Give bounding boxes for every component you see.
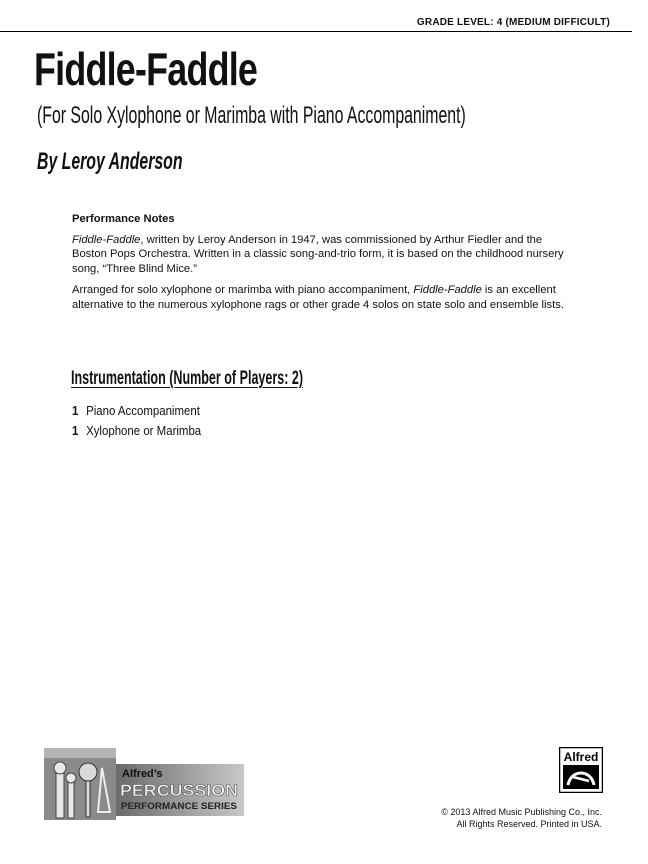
- list-item: [72, 423, 201, 443]
- copyright-line-1: © 2013 Alfred Music Publishing Co., Inc.: [441, 807, 602, 817]
- paragraph-2-text-end: is an excellent alternative to the numerous xylophone rags or other grade 4 solos on state solo and ensemble lists.: [72, 284, 564, 311]
- work-title-italic: Fiddle-Faddle: [413, 284, 482, 296]
- performance-notes: [72, 212, 572, 319]
- alfred-logo-emblem: [563, 765, 599, 789]
- instrument-quantity: 1: [72, 423, 79, 438]
- series-logo-line2: PERCUSSION: [120, 781, 238, 800]
- performance-notes-heading: Performance Notes: [72, 213, 175, 225]
- alfred-logo: [559, 747, 603, 793]
- series-logo-line1: Alfred’s: [122, 768, 163, 780]
- page-subtitle: (For Solo Xylophone or Marimba with Piano Accompaniment): [37, 102, 466, 129]
- instrument-quantity: 1: [72, 403, 79, 418]
- grade-level: GRADE LEVEL: 4 (MEDIUM DIFFICULT): [416, 17, 610, 28]
- alfred-logo-name: Alfred: [563, 750, 599, 764]
- percussion-series-logo: [44, 748, 244, 820]
- copyright-line-2: All Rights Reserved. Printed in USA.: [456, 819, 602, 829]
- instrument-name: Xylophone or Marimba: [86, 423, 202, 438]
- performance-notes-paragraph-1: [72, 233, 572, 277]
- instrumentation-heading: Instrumentation (Number of Players: 2): [71, 368, 304, 389]
- list-item: [72, 403, 201, 423]
- logo-panel-highlight: [44, 748, 116, 758]
- instrument-name: Piano Accompaniment: [86, 403, 200, 418]
- series-logo-line3: PERFORMANCE SERIES: [121, 801, 237, 811]
- header-rule: [0, 31, 632, 32]
- paragraph-1-text: , written by Leroy Anderson in 1947, was commissioned by Arthur Fiedler and the Boston Pops Orchestra. Written in a classic song-and-trio form, it is based on the childhood nursery song, “Three Blind Mice.”: [72, 233, 564, 275]
- work-title-italic: Fiddle-Faddle: [72, 233, 141, 246]
- composer-byline: By Leroy Anderson: [37, 148, 183, 175]
- instrumentation-list: [72, 403, 219, 443]
- paragraph-2-text-start: Arranged for solo xylophone or marimba with piano accompaniment,: [72, 284, 414, 296]
- copyright-notice: [441, 806, 602, 830]
- page-title: Fiddle-Faddle: [34, 43, 258, 95]
- performance-notes-paragraph-2: [72, 283, 572, 312]
